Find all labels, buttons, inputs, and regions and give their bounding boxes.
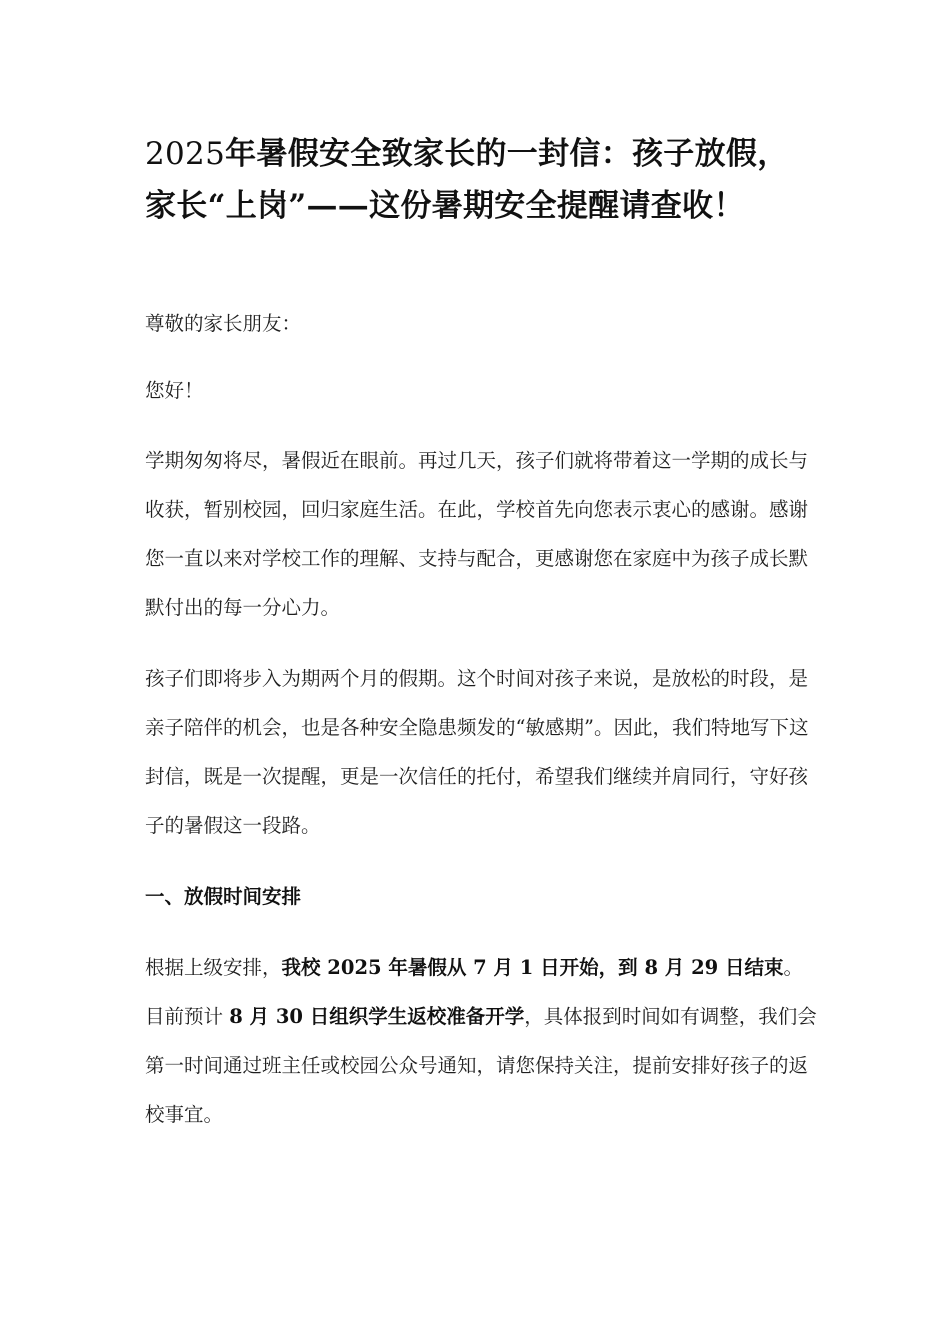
- schedule-text-3: ，具体报到时间如有调整，我们会第一时间通过班主任或校园公众号通知，请您保持关注，提前安排好孩子的返校事宜。: [145, 1005, 817, 1126]
- title-text: 年暑假安全致家长的一封信：孩子放假，家长“上岗”——这份暑期安全提醒请查收！: [145, 136, 789, 224]
- paragraph-summer-safety: 孩子们即将步入为期两个月的假期。这个时间对孩子来说，是放松的时段，是亲子陪伴的机会，也是各种安全隐患频发的“敏感期”。因此，我们特地写下这封信，既是一次提醒，更是一次信任的托付，希望我们继续并肩同行，守好孩子的暑假这一段路。: [145, 667, 809, 837]
- document-body: [145, 128, 817, 1139]
- schedule-dates-bold: 我校 2025 年暑假从 7 月 1 日开始，到 8 月 29 日结束: [281, 956, 784, 979]
- salutation: 尊敬的家长朋友：: [145, 312, 302, 335]
- paragraph-schedule: [145, 943, 817, 1139]
- return-date-bold: 8 月 30 日组织学生返校准备开学: [229, 1005, 525, 1028]
- paragraph-thanks: 学期匆匆将尽，暑假近在眼前。再过几天，孩子们就将带着这一学期的成长与收获，暂别校园，回归家庭生活。在此，学校首先向您表示衷心的感谢。感谢您一直以来对学校工作的理解、支持与配合，更感谢您在家庭中为孩子成长默默付出的每一分心力。: [145, 449, 809, 619]
- greeting: 您好！: [145, 379, 204, 402]
- document-title: [145, 128, 817, 232]
- title-year: 2025: [145, 136, 226, 172]
- schedule-text-1: 根据上级安排，: [145, 956, 282, 979]
- schedule-text-2: 。目前预计: [145, 956, 804, 1028]
- section-heading-schedule: 一、放假时间安排: [145, 885, 302, 908]
